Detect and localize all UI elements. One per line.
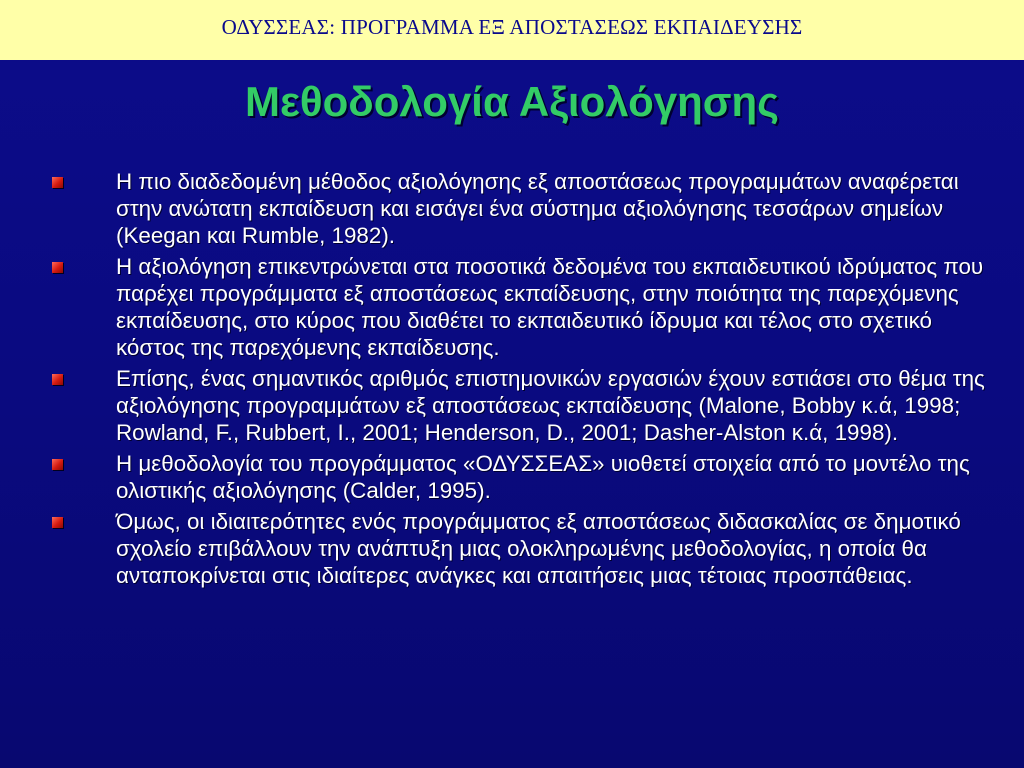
bullet-item [48, 168, 988, 249]
bullet-text: Η μεθοδολογία του προγράμματος «ΟΔΥΣΣΕΑΣ» υιοθετεί στοιχεία από το μοντέλο της ολιστικής αξιολόγησης (Calder, 1995). [116, 451, 970, 503]
bullet-square-icon [52, 177, 63, 188]
bullet-text: Η αξιολόγηση επικεντρώνεται στα ποσοτικά δεδομένα του εκπαιδευτικού ιδρύματος που παρέχει προγράμματα εξ αποστάσεως εκπαίδευσης, στην ποιότητα της παρεχόμενης εκπαίδευσης, στο κύρος που διαθέτει το εκπαιδευτικό ίδρυμα και τέλος στο σχετικό κόστος της παρεχόμενης εκπαίδευσης. [116, 254, 984, 360]
header-bar [0, 0, 1024, 60]
bullet-square-icon [52, 517, 63, 528]
bullet-square-icon [52, 459, 63, 470]
bullet-text: Όμως, οι ιδιαιτερότητες ενός προγράμματος εξ αποστάσεως διδασκαλίας σε δημοτικό σχολείο επιβάλλουν την ανάπτυξη μιας ολοκληρωμένης μεθοδολογίας, η οποία θα ανταποκρίνεται στις ιδιαίτερες ανάγκες και απαιτήσεις μιας τέτοιας προσπάθειας. [116, 509, 961, 588]
bullet-item [48, 365, 988, 446]
slide-title: Μεθοδολογία Αξιολόγησης [245, 78, 779, 125]
bullet-square-icon [52, 374, 63, 385]
bullet-item [48, 508, 988, 589]
bullet-item [48, 450, 988, 504]
bullet-text: Επίσης, ένας σημαντικός αριθμός επιστημονικών εργασιών έχουν εστιάσει στο θέμα της αξιολόγησης προγραμμάτων εξ αποστάσεως εκπαίδευσης (Malone, Bobby κ.ά, 1998; Rowland, F., Rubbert, I., 2001; Henderson, D., 2001; Dasher-Alston κ.ά, 1998). [116, 366, 985, 445]
header-text: ΟΔΥΣΣΕΑΣ: ΠΡΟΓΡΑΜΜΑ ΕΞ ΑΠΟΣΤΑΣΕΩΣ ΕΚΠΑΙΔΕΥΣΗΣ [221, 14, 803, 39]
bullet-square-icon [52, 262, 63, 273]
bullet-list [48, 168, 988, 593]
bullet-item [48, 253, 988, 361]
bullet-text: Η πιο διαδεδομένη μέθοδος αξιολόγησης εξ αποστάσεως προγραμμάτων αναφέρεται στην ανώτατη εκπαίδευση και εισάγει ένα σύστημα αξιολόγησης τεσσάρων σημείων (Keegan και Rumble, 1982). [116, 169, 959, 248]
